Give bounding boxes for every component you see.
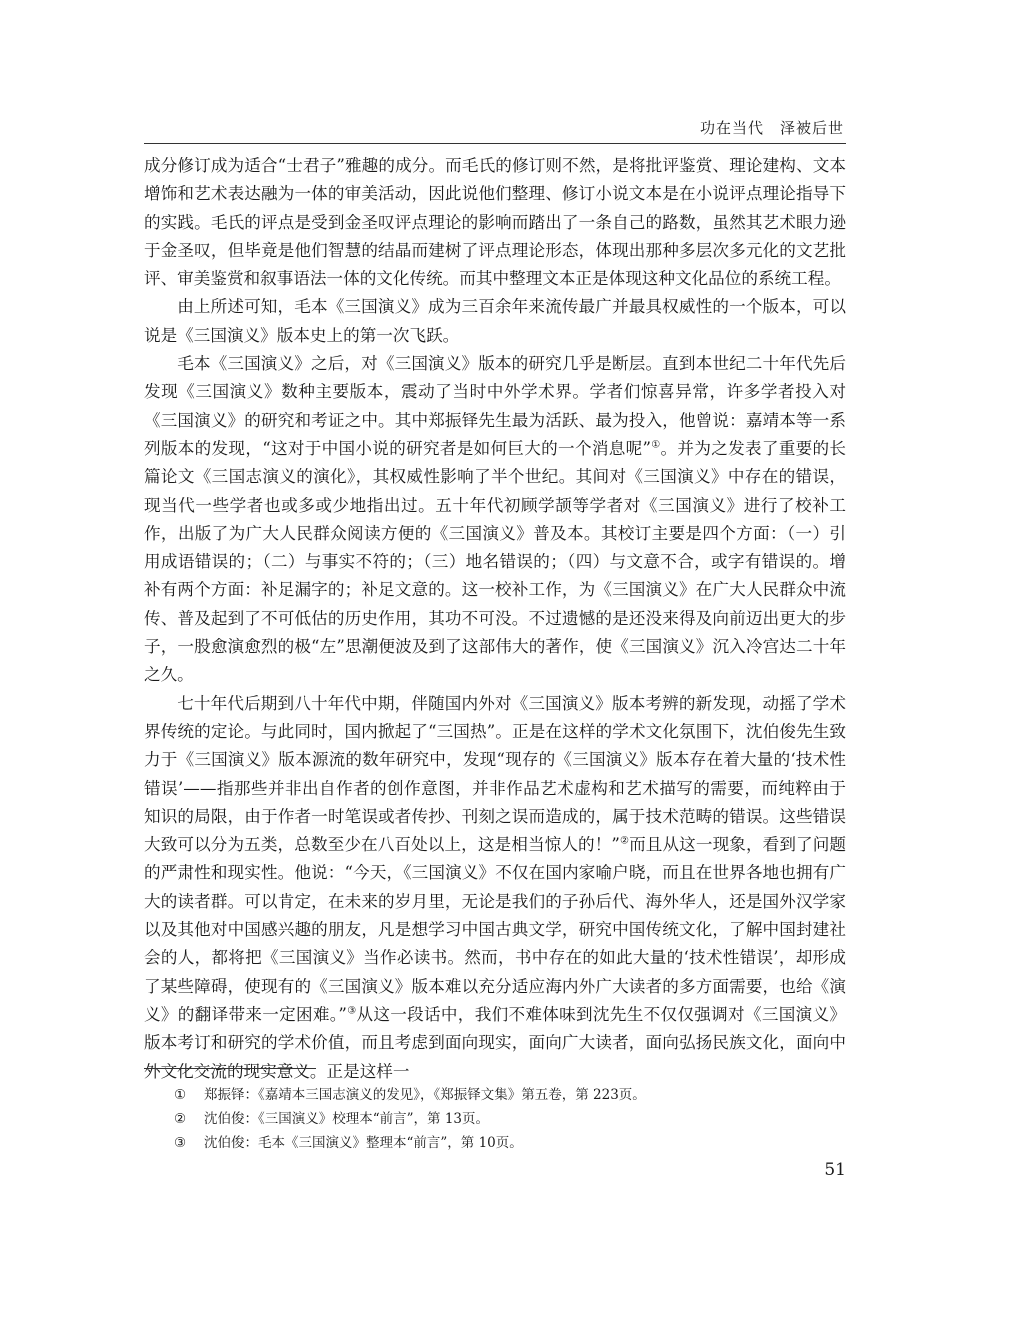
running-head: 功在当代 泽被后世 (699, 119, 844, 137)
paragraph-3: 毛本《三国演义》之后，对《三国演义》版本的研究几乎是断层。直到本世纪二十年代先后发现《三国演义》数种主要版本，震动了当时中外学术界。学者们惊喜异常，许多学者投入对《三国演义》的研究和考证之中。其中郑振铎先生最为活跃、最为投入，他曾说：嘉靖本等一系列版本的发现，“这对于中国小说的研究者是如何巨大的一个消息呢”①。并为之发表了重要的长篇论文《三国志演义的演化》，其权威性影响了半个世纪。其间对《三国演义》中存在的错误，现当代一些学者也或多或少地指出过。五十年代初顾学颉等学者对《三国演义》进行了校补工作，出版了为广大人民群众阅读方便的《三国演义》普及本。其校订主要是四个方面：（一）引用成语错误的；（二）与事实不符的；（三）地名错误的；（四）与文意不合，或字有错误的。增补有两个方面：补足漏字的；补足文意的。这一校补工作，为《三国演义》在广大人民群众中流传、普及起到了不可低估的历史作用，其功不可没。不过遗憾的是还没来得及向前迈出更大的步子，一股愈演愈烈的极“左”思潮便波及到了这部伟大的著作，使《三国演义》沉入冷宫达二十年之久。 (144, 354, 847, 685)
footnote-3 (174, 1131, 846, 1155)
header-rule (144, 143, 846, 144)
footnote-1 (174, 1083, 846, 1107)
footnote-rule (144, 1068, 316, 1069)
footnotes (174, 1083, 846, 1155)
footnote-mark: ② (174, 1111, 187, 1127)
footnote-2 (174, 1107, 846, 1131)
footnote-text: 沈伯俊：《三国演义》校理本“前言”，第 13页。 (204, 1111, 490, 1127)
page-number: 51 (824, 1160, 846, 1180)
footnote-ref-2[interactable]: ② (619, 835, 630, 847)
footnote-text: 郑振铎：《嘉靖本三国志演义的发见》，《郑振铎文集》第五卷，第 223页。 (204, 1087, 646, 1103)
footnote-text: 沈伯俊：毛本《三国演义》整理本“前言”，第 10页。 (204, 1135, 523, 1151)
footnote-ref-1[interactable]: ① (650, 439, 661, 451)
footnote-mark: ③ (174, 1135, 187, 1151)
paragraph-1: 成分修订成为适合“士君子”雅趣的成分。而毛氏的修订则不然，是将批评鉴赏、理论建构、文本增饰和艺术表达融为一体的审美活动，因此说他们整理、修订小说文本是在小说评点理论指导下的实践。毛氏的评点是受到金圣叹评点理论的影响而踏出了一条自己的路数，虽然其艺术眼力逊于金圣叹，但毕竟是他们智慧的结晶而建树了评点理论形态，体现出那种多层次多元化的文艺批评、审美鉴赏和叙事语法一体的文化传统。而其中整理文本正是体现这种文化品位的系统工程。 (144, 156, 846, 289)
paragraph-2: 由上所述可知，毛本《三国演义》成为三百余年来流传最广并最具权威性的一个版本，可以说是《三国演义》版本史上的第一次飞跃。 (144, 297, 846, 345)
footnote-ref-3[interactable]: ③ (346, 1005, 357, 1017)
body-text (144, 152, 846, 1086)
footnote-mark: ① (174, 1087, 187, 1103)
paragraph-4: 七十年代后期到八十年代中期，伴随国内外对《三国演义》版本考辨的新发现，动摇了学术界传统的定论。与此同时，国内掀起了“三国热”。正是在这样的学术文化氛围下，沈伯俊先生致力于《三国演义》版本源流的数年研究中，发现“现存的《三国演义》版本存在着大量的‘技术性错误’——指那些并非出自作者的创作意图，并非作品艺术虚构和艺术描写的需要，而纯粹由于知识的局限，由于作者一时笔误或者传抄、刊刻之误而造成的，属于技术范畴的错误。这些错误大致可以分为五类，总数至少在八百处以上，这是相当惊人的！”②而且从这一现象，看到了问题的严肃性和现实性。他说：“今天，《三国演义》不仅在国内家喻户晓，而且在世界各地也拥有广大的读者群。可以肯定，在未来的岁月里，无论是我们的子孙后代、海外华人，还是国外汉学家以及其他对中国感兴趣的朋友，凡是想学习中国古典文学，研究中国传统文化，了解中国封建社会的人，都将把《三国演义》当作必读书。然而，书中存在的如此大量的‘技术性错误’，却形成了某些障碍，使现有的《三国演义》版本难以充分适应海内外广大读者的多方面需要，也给《演义》的翻译带来一定困难。”③从这一段话中，我们不难体味到沈先生不仅仅强调对《三国演义》版本考订和研究的学术价值，而且考虑到面向现实，面向广大读者，面向弘扬民族文化，面向中外文化交流的现实意义。正是这样一 (144, 693, 847, 1081)
